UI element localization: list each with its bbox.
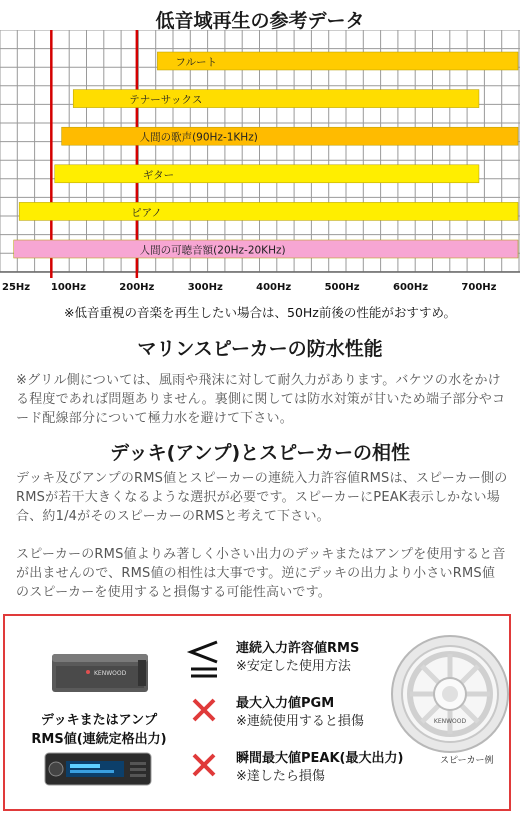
x-icon <box>191 752 217 778</box>
comparison-item-pgm <box>236 695 364 731</box>
amplifier-image <box>50 648 150 698</box>
speaker-image <box>388 633 512 755</box>
tick-label: 25Hz <box>2 282 31 293</box>
deck-label-line2: RMS値(連続定格出力) <box>31 732 167 747</box>
item-main-text: 連続入力許容値RMS <box>236 641 360 656</box>
comparison-item-peak <box>236 750 403 786</box>
chart-note: ※低音重視の音楽を再生したい場合は、50Hz前後の性能がおすすめ。 <box>64 305 456 320</box>
item-main-text: 最大入力値PGM <box>236 696 335 711</box>
bar-label: ピアノ <box>131 206 162 219</box>
deck-label-line1: デッキまたはアンプ <box>40 713 158 728</box>
range-bar <box>19 202 518 220</box>
comparison-item-rms <box>236 640 359 676</box>
rms-paragraph-1: デッキ及びアンプのRMS値とスピーカーの連続入力許容値RMSは、スピーカー側のRMSが若干大きくなるような選択が必要です。スピーカーにPEAK表示しかない場合、約1/4がそのスピーカーのRMSと考えて下さい。 <box>16 471 508 524</box>
tick-label: 700Hz <box>461 282 497 293</box>
tick-label: 200Hz <box>119 282 155 293</box>
range-bar <box>55 165 479 183</box>
bar-label: ギター <box>142 169 175 182</box>
tick-label: 600Hz <box>392 282 429 293</box>
item-main-text: 瞬間最大値PEAK(最大出力) <box>236 751 404 766</box>
tick-label: 100Hz <box>50 282 86 293</box>
car-deck-image <box>44 752 152 786</box>
item-sub-text: ※連続使用すると損傷 <box>236 714 364 729</box>
item-sub-text: ※安定した使用方法 <box>236 659 351 674</box>
speaker-brand-text: KENWOOD <box>433 718 467 725</box>
amp-brand-text: KENWOOD <box>94 670 127 677</box>
deck-label <box>14 711 184 749</box>
range-bar <box>62 127 518 145</box>
waterproof-paragraph: ※グリル側については、風雨や飛沫に対して耐久力があります。バケツの水をかける程度であれば問題ありません。裏側に関しては防水対策が甘いため端子部分やコード配線部分について極力水を避けて下さい。 <box>16 373 506 426</box>
bar-label: フルート <box>175 56 217 69</box>
bar-label: 人間の歌声(90Hz-1KHz) <box>139 131 258 144</box>
bar-label: 人間の可聴音額(20Hz-20KHz) <box>139 244 286 257</box>
section-title-waterproof: マリンスピーカーの防水性能 <box>137 338 383 360</box>
frequency-chart <box>0 30 520 300</box>
tick-label: 500Hz <box>324 282 360 293</box>
chart-title: 低音域再生の参考データ <box>155 10 365 32</box>
less-equal-icon <box>185 638 221 680</box>
rms-paragraph-2: スピーカーのRMS値よりみ著しく小さい出力のデッキまたはアンプを使用すると音が出ませんので、RMS値の相性は大事です。逆にデッキの出力より小さいRMS値のスピーカーを使用すると損傷する可能性高いです。 <box>16 547 506 600</box>
x-icon <box>191 697 217 723</box>
section-title-compatibility: デッキ(アンプ)とスピーカーの相性 <box>109 442 411 464</box>
tick-label: 400Hz <box>256 282 292 293</box>
item-sub-text: ※達したら損傷 <box>236 769 325 784</box>
bar-label: テナーサックス <box>129 94 203 107</box>
tick-label: 300Hz <box>187 282 223 293</box>
speaker-caption: スピーカー例 <box>440 756 494 766</box>
